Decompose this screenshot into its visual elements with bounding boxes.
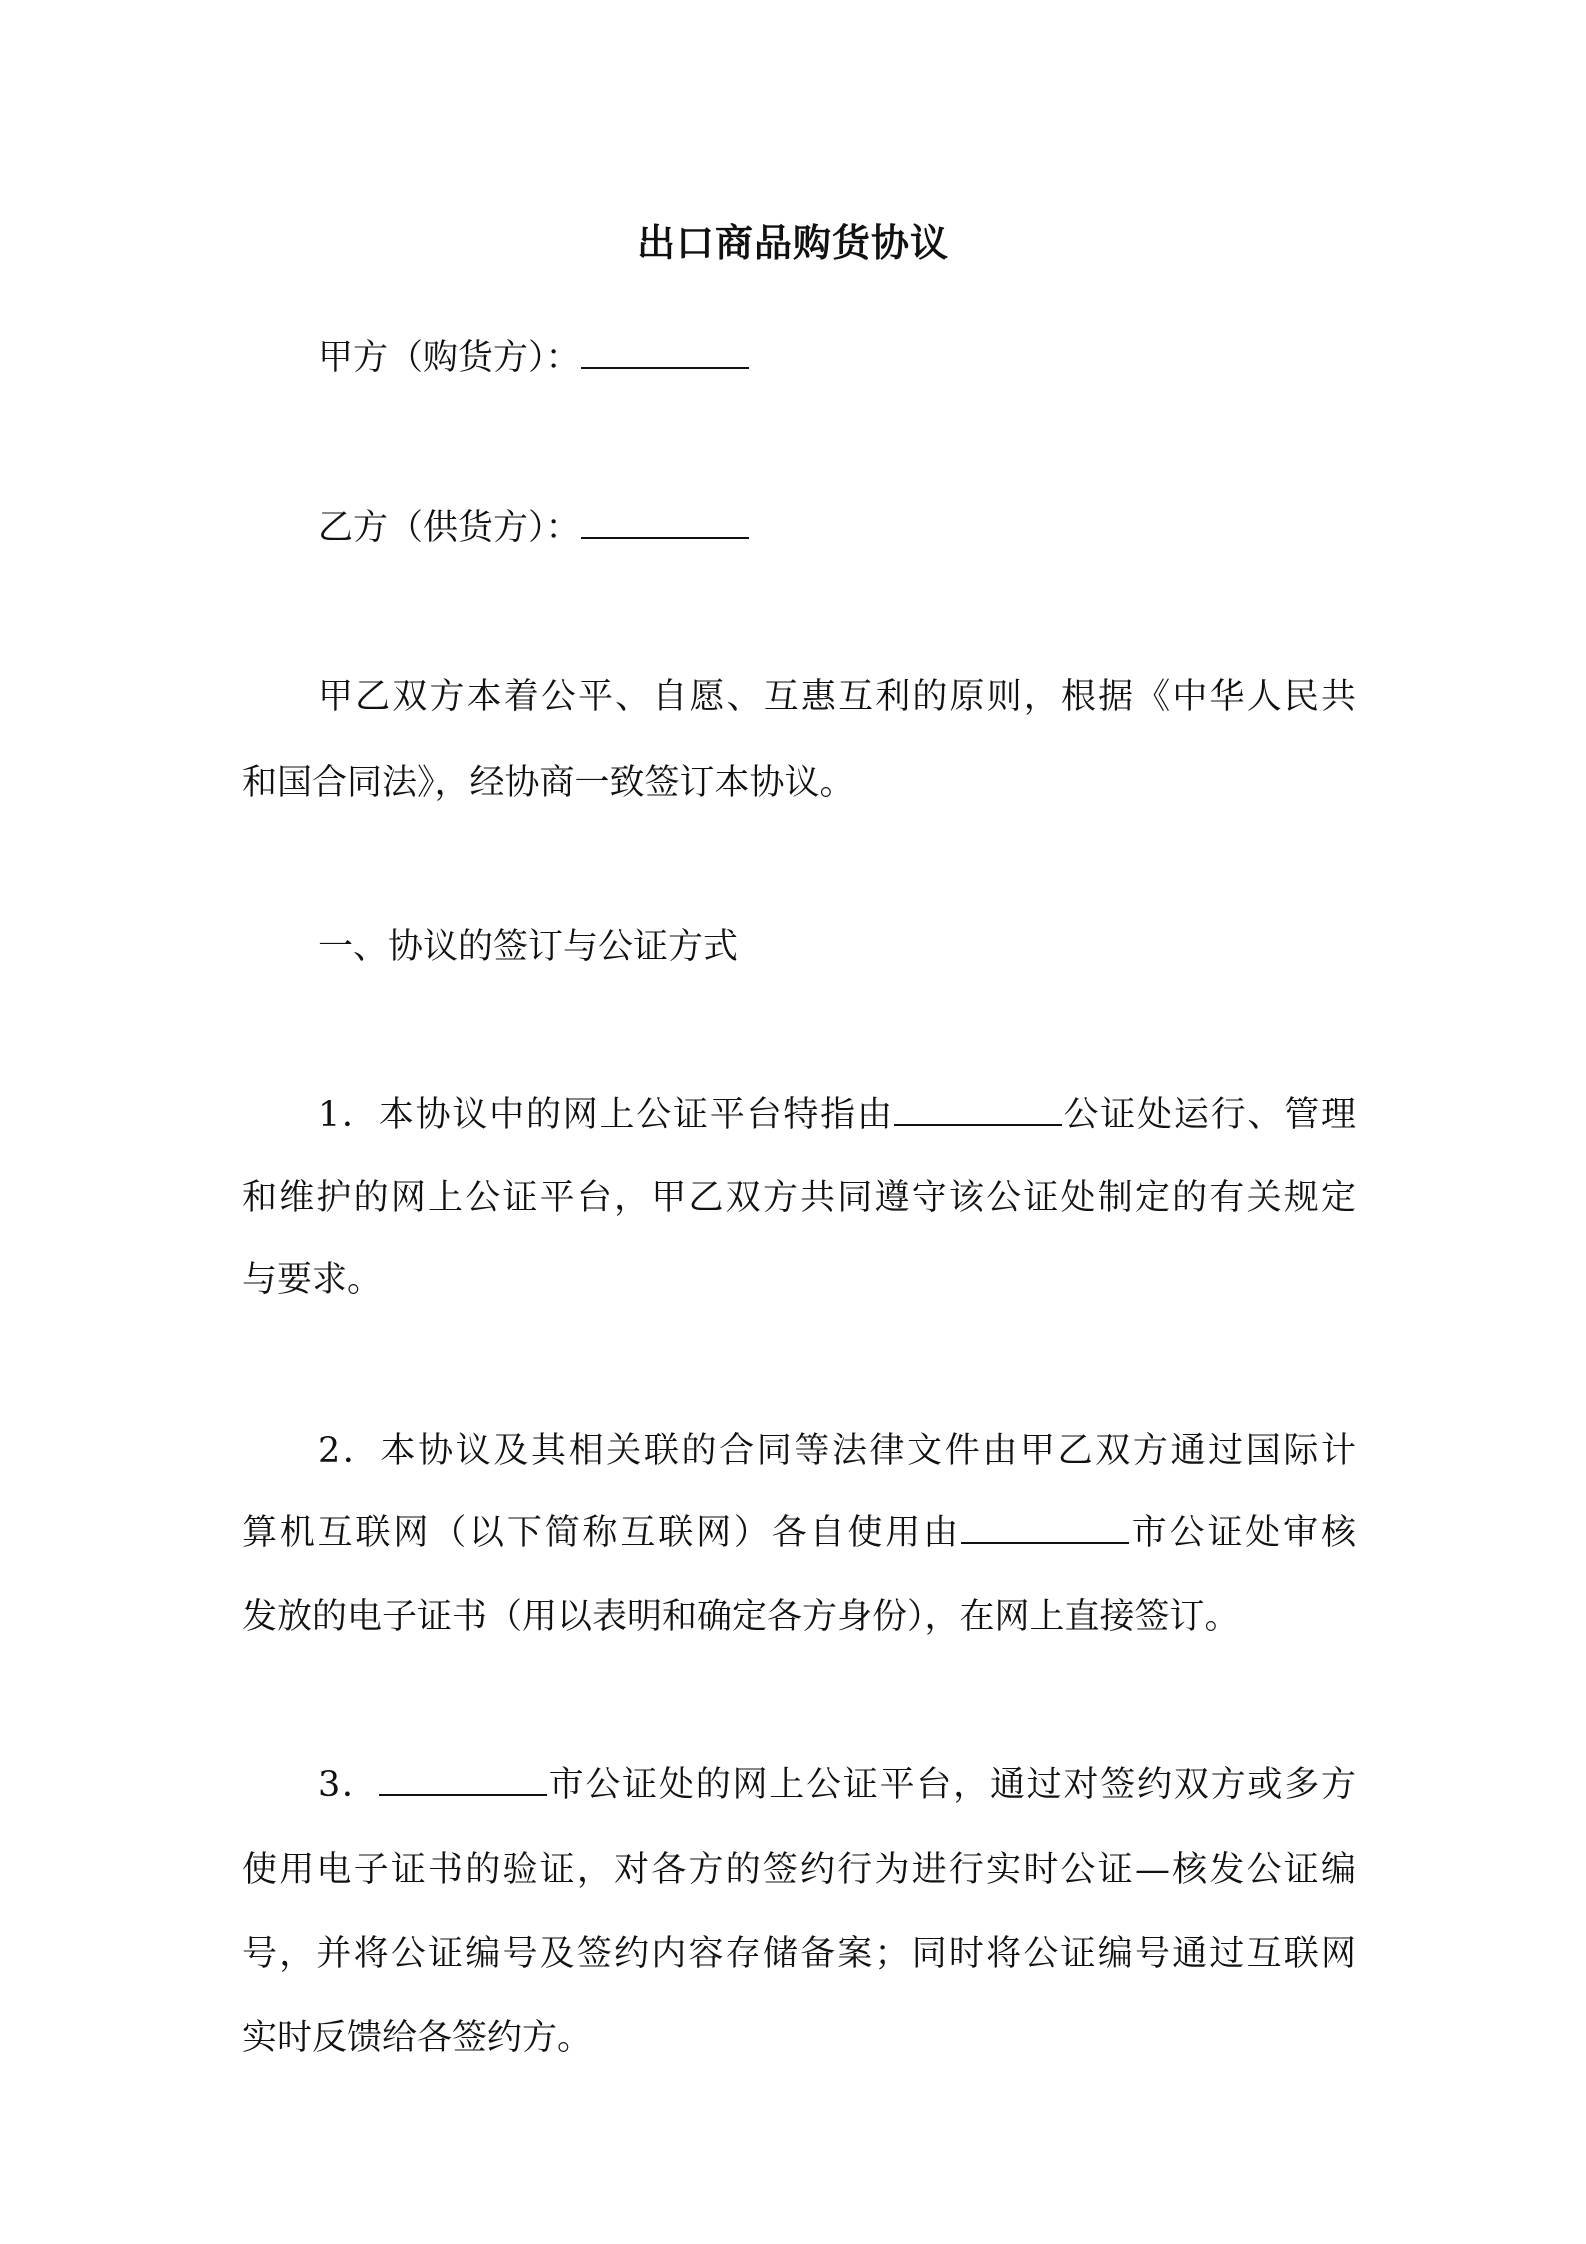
- clause-3-line-1: [318, 1763, 1356, 1807]
- clause-2-line-2: [242, 1511, 1356, 1555]
- party-b-blank[interactable]: [581, 507, 749, 539]
- clause-2-line-1: 2．本协议及其相关联的合同等法律文件由甲乙双方通过国际计: [318, 1431, 1356, 1471]
- section-1-heading: 一、协议的签订与公证方式: [318, 927, 739, 967]
- clause-1-text: 公证处运行、管理: [1061, 1095, 1356, 1135]
- clause-1-line-3: 与要求。: [242, 1260, 383, 1300]
- clause-1-line-2: 和维护的网上公证平台，甲乙双方共同遵守该公证处制定的有关规定: [242, 1178, 1356, 1218]
- clause-2-line-3: 发放的电子证书（用以表明和确定各方身份），在网上直接签订。: [242, 1597, 1240, 1637]
- party-a-line: [318, 336, 1356, 380]
- city-blank-2[interactable]: [379, 1764, 547, 1796]
- clause-1-text: 1．本协议中的网上公证平台特指由: [318, 1095, 894, 1135]
- party-b-label: 乙方（供货方）：: [318, 508, 581, 548]
- clause-3-text: 市公证处的网上公证平台，通过对签约双方或多方: [546, 1765, 1356, 1805]
- party-a-blank[interactable]: [581, 337, 749, 369]
- preamble-line-2: 和国合同法》，经协商一致签订本协议。: [242, 763, 855, 803]
- city-blank[interactable]: [961, 1512, 1129, 1544]
- clause-2-text: 市公证处审核: [1128, 1513, 1356, 1553]
- clause-2-text: 算机互联网（以下简称互联网）各自使用由: [242, 1513, 961, 1553]
- preamble-line-1: 甲乙双方本着公平、自愿、互惠互利的原则，根据《中华人民共: [318, 677, 1356, 717]
- clause-1-line-1: [318, 1093, 1356, 1137]
- clause-3-line-3: 号，并将公证编号及签约内容存储备案；同时将公证编号通过互联网: [242, 1934, 1356, 1974]
- clause-3-line-2: 使用电子证书的验证，对各方的签约行为进行实时公证—核发公证编: [242, 1850, 1356, 1890]
- notary-office-blank[interactable]: [894, 1094, 1062, 1126]
- clause-3-text: 3．: [318, 1765, 379, 1805]
- party-b-line: [318, 506, 1356, 550]
- document-title: 出口商品购货协议: [636, 220, 949, 265]
- party-a-label: 甲方（购货方）：: [318, 338, 581, 378]
- clause-3-line-4: 实时反馈给各签约方。: [242, 2018, 593, 2058]
